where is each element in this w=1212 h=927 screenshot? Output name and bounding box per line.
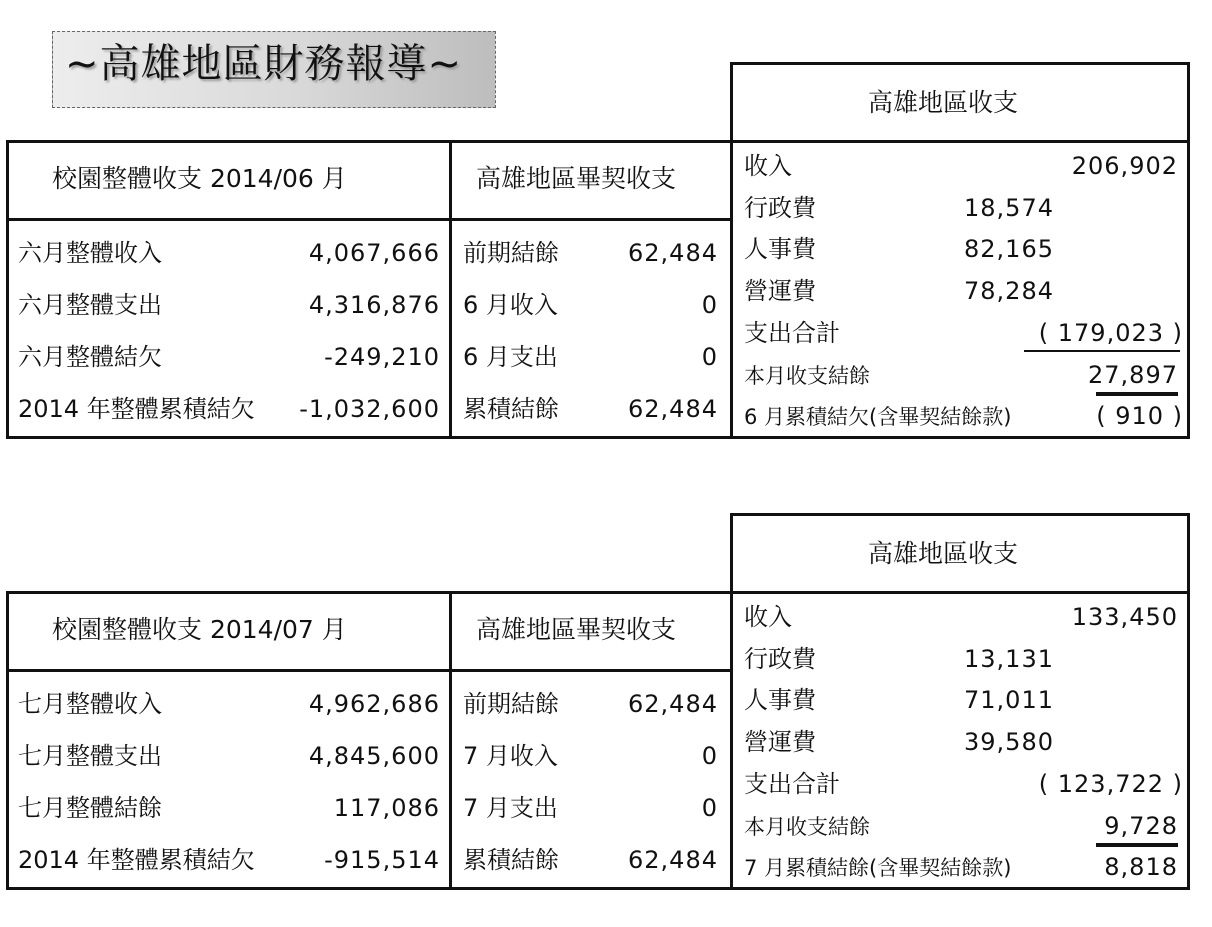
admin-label: 行政費 <box>744 645 816 673</box>
operation-value: 78,284 <box>964 277 1054 305</box>
graduation-row-label: 前期結餘 <box>463 690 559 718</box>
campus-row-label: 六月整體收入 <box>18 239 162 267</box>
operation-label: 營運費 <box>744 277 816 305</box>
campus-row-value: 4,845,600 <box>308 742 440 770</box>
report-june <box>0 0 1212 430</box>
income-value: 133,450 <box>1071 603 1178 631</box>
personnel-label: 人事費 <box>744 686 816 714</box>
table-header-divider <box>6 218 733 221</box>
cumulative-label: 7 月累積結餘(含畢契結餘款) <box>744 856 1012 880</box>
region-header: 高雄地區收支 <box>868 539 1019 568</box>
income-value: 206,902 <box>1071 152 1178 180</box>
campus-row-value: -915,514 <box>324 846 440 874</box>
personnel-value: 82,165 <box>964 235 1054 263</box>
campus-row-label: 2014 年整體累積結欠 <box>18 846 255 874</box>
graduation-row-label: 累積結餘 <box>463 395 559 423</box>
graduation-header: 高雄地區畢契收支 <box>476 615 677 644</box>
graduation-row-value: 0 <box>701 343 718 371</box>
month-balance-value: 27,897 <box>1088 361 1178 389</box>
admin-label: 行政費 <box>744 194 816 222</box>
expense-total-underline <box>1024 350 1180 352</box>
operation-label: 營運費 <box>744 728 816 756</box>
page-title: ~高雄地區財務報導~ <box>65 41 463 87</box>
campus-row-label: 2014 年整體累積結欠 <box>18 395 255 423</box>
income-label: 收入 <box>744 152 792 180</box>
graduation-row-value: 62,484 <box>628 690 718 718</box>
graduation-row-label: 7 月收入 <box>463 742 558 770</box>
campus-row-label: 六月整體結欠 <box>18 343 162 371</box>
expense-total-value: ( 179,023 ) <box>1038 319 1183 347</box>
month-balance-double-underline <box>1096 843 1178 847</box>
personnel-label: 人事費 <box>744 235 816 263</box>
region-header: 高雄地區收支 <box>868 88 1019 117</box>
graduation-row-label: 6 月收入 <box>463 291 558 319</box>
expense-total-value: ( 123,722 ) <box>1038 770 1183 798</box>
graduation-row-value: 0 <box>701 794 718 822</box>
admin-value: 18,574 <box>964 194 1054 222</box>
graduation-row-value: 0 <box>701 742 718 770</box>
graduation-row-value: 0 <box>701 291 718 319</box>
income-label: 收入 <box>744 603 792 631</box>
region-header-divider <box>730 140 1190 143</box>
campus-row-label: 七月整體結餘 <box>18 794 162 822</box>
campus-row-label: 七月整體收入 <box>18 690 162 718</box>
report-july <box>0 451 1212 881</box>
graduation-header: 高雄地區畢契收支 <box>476 164 677 193</box>
table-column-divider <box>449 591 452 890</box>
month-balance-double-underline <box>1096 392 1178 396</box>
admin-value: 13,131 <box>964 645 1054 673</box>
personnel-value: 71,011 <box>964 686 1054 714</box>
campus-row-value: -1,032,600 <box>299 395 440 423</box>
graduation-row-label: 累積結餘 <box>463 846 559 874</box>
graduation-row-value: 62,484 <box>628 846 718 874</box>
expense-total-label: 支出合計 <box>744 770 840 798</box>
campus-row-value: 117,086 <box>333 794 440 822</box>
table-header-divider <box>6 669 733 672</box>
graduation-row-label: 7 月支出 <box>463 794 558 822</box>
campus-row-value: -249,210 <box>324 343 440 371</box>
campus-row-value: 4,067,666 <box>308 239 440 267</box>
campus-row-value: 4,962,686 <box>308 690 440 718</box>
graduation-row-label: 6 月支出 <box>463 343 558 371</box>
operation-value: 39,580 <box>964 728 1054 756</box>
cumulative-value: ( 910 ) <box>1096 402 1183 430</box>
table-column-divider <box>449 140 452 439</box>
graduation-row-value: 62,484 <box>628 239 718 267</box>
cumulative-label: 6 月累積結欠(含畢契結餘款) <box>744 405 1012 429</box>
graduation-row-label: 前期結餘 <box>463 239 559 267</box>
expense-total-label: 支出合計 <box>744 319 840 347</box>
campus-row-label: 七月整體支出 <box>18 742 162 770</box>
graduation-row-value: 62,484 <box>628 395 718 423</box>
month-balance-label: 本月收支結餘 <box>744 815 870 839</box>
month-balance-value: 9,728 <box>1104 812 1178 840</box>
campus-row-label: 六月整體支出 <box>18 291 162 319</box>
month-balance-label: 本月收支結餘 <box>744 364 870 388</box>
region-header-divider <box>730 591 1190 594</box>
campus-row-value: 4,316,876 <box>308 291 440 319</box>
campus-header: 校園整體收支 2014/06 月 <box>52 164 347 193</box>
cumulative-value: 8,818 <box>1104 853 1178 881</box>
campus-header: 校園整體收支 2014/07 月 <box>52 615 347 644</box>
